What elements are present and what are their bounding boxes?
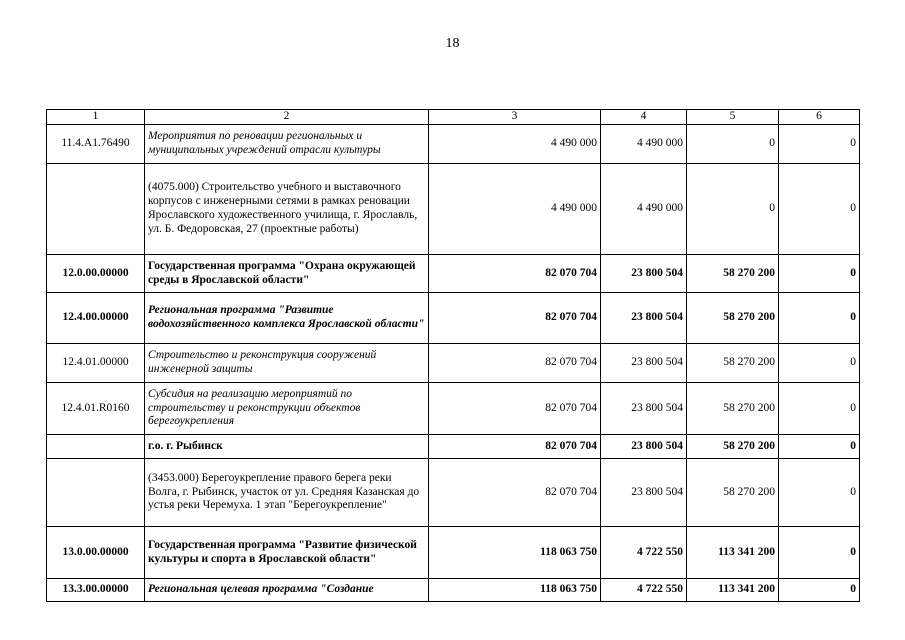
row-code: 13.3.00.00000 bbox=[47, 579, 145, 602]
column-header: 4 bbox=[601, 110, 687, 125]
row-code: 12.4.01.00000 bbox=[47, 344, 145, 383]
row-value: 23 800 504 bbox=[601, 344, 687, 383]
table-row bbox=[47, 459, 860, 527]
row-code: 11.4.A1.76490 bbox=[47, 125, 145, 164]
row-value: 4 490 000 bbox=[429, 164, 601, 255]
column-header: 5 bbox=[687, 110, 779, 125]
row-value: 118 063 750 bbox=[429, 527, 601, 579]
row-value: 23 800 504 bbox=[601, 255, 687, 293]
row-value: 23 800 504 bbox=[601, 293, 687, 344]
row-value: 0 bbox=[779, 255, 860, 293]
row-value: 58 270 200 bbox=[687, 459, 779, 527]
row-name: Строительство и реконструкция сооружений инженерной защиты bbox=[145, 344, 429, 383]
row-value: 58 270 200 bbox=[687, 344, 779, 383]
column-header: 6 bbox=[779, 110, 860, 125]
row-value: 58 270 200 bbox=[687, 383, 779, 435]
table-row bbox=[47, 344, 860, 383]
row-value: 23 800 504 bbox=[601, 383, 687, 435]
table-row bbox=[47, 293, 860, 344]
row-value: 0 bbox=[779, 435, 860, 459]
row-value: 58 270 200 bbox=[687, 435, 779, 459]
row-code: 12.0.00.00000 bbox=[47, 255, 145, 293]
row-code bbox=[47, 435, 145, 459]
table-row bbox=[47, 383, 860, 435]
table-row bbox=[47, 579, 860, 602]
table-header-row bbox=[47, 110, 860, 125]
row-value: 0 bbox=[779, 527, 860, 579]
row-code: 13.0.00.00000 bbox=[47, 527, 145, 579]
row-code bbox=[47, 164, 145, 255]
row-name: Региональная целевая программа "Создание bbox=[145, 579, 429, 602]
row-value: 82 070 704 bbox=[429, 344, 601, 383]
table-row bbox=[47, 527, 860, 579]
row-value: 4 490 000 bbox=[429, 125, 601, 164]
table-row bbox=[47, 435, 860, 459]
row-value: 23 800 504 bbox=[601, 459, 687, 527]
row-value: 82 070 704 bbox=[429, 459, 601, 527]
row-value: 0 bbox=[779, 293, 860, 344]
row-code: 12.4.00.00000 bbox=[47, 293, 145, 344]
row-value: 58 270 200 bbox=[687, 255, 779, 293]
row-name: Государственная программа "Развитие физической культуры и спорта в Ярославской области" bbox=[145, 527, 429, 579]
row-value: 113 341 200 bbox=[687, 527, 779, 579]
table-row bbox=[47, 255, 860, 293]
row-value: 118 063 750 bbox=[429, 579, 601, 602]
row-name: г.о. г. Рыбинск bbox=[145, 435, 429, 459]
column-header: 1 bbox=[47, 110, 145, 125]
row-value: 4 722 550 bbox=[601, 527, 687, 579]
page-number: 18 bbox=[445, 36, 460, 51]
row-value: 58 270 200 bbox=[687, 293, 779, 344]
row-value: 4 490 000 bbox=[601, 164, 687, 255]
row-value: 0 bbox=[779, 383, 860, 435]
row-value: 82 070 704 bbox=[429, 383, 601, 435]
budget-table bbox=[46, 109, 860, 602]
row-name: (3453.000) Берегоукрепление правого берега реки Волга, г. Рыбинск, участок от ул. Средняя Казанская до устья реки Черемуха. 1 этап "Берегоукрепление" bbox=[145, 459, 429, 527]
row-name: Государственная программа "Охрана окружающей среды в Ярославской области" bbox=[145, 255, 429, 293]
row-code bbox=[47, 459, 145, 527]
row-value: 0 bbox=[779, 344, 860, 383]
column-header: 2 bbox=[145, 110, 429, 125]
row-code: 12.4.01.R0160 bbox=[47, 383, 145, 435]
row-value: 0 bbox=[779, 579, 860, 602]
row-value: 113 341 200 bbox=[687, 579, 779, 602]
row-value: 0 bbox=[687, 125, 779, 164]
row-value: 4 490 000 bbox=[601, 125, 687, 164]
row-name: Региональная программа "Развитие водохозяйственного комплекса Ярославской области" bbox=[145, 293, 429, 344]
row-name: Субсидия на реализацию мероприятий по строительству и реконструкции объектов берегоукрепления bbox=[145, 383, 429, 435]
row-value: 4 722 550 bbox=[601, 579, 687, 602]
row-value: 0 bbox=[779, 459, 860, 527]
row-value: 82 070 704 bbox=[429, 293, 601, 344]
row-value: 82 070 704 bbox=[429, 255, 601, 293]
row-name: Мероприятия по реновации региональных и муниципальных учреждений отрасли культуры bbox=[145, 125, 429, 164]
row-value: 0 bbox=[779, 125, 860, 164]
row-value: 82 070 704 bbox=[429, 435, 601, 459]
row-value: 23 800 504 bbox=[601, 435, 687, 459]
row-value: 0 bbox=[779, 164, 860, 255]
table-row bbox=[47, 125, 860, 164]
row-name: (4075.000) Строительство учебного и выставочного корпусов с инженерными сетями в рамках реновации Ярославского художественного училища, г. Ярославль, ул. Б. Федоровская, 27 (проектные работы) bbox=[145, 164, 429, 255]
table-row bbox=[47, 164, 860, 255]
row-value: 0 bbox=[687, 164, 779, 255]
column-header: 3 bbox=[429, 110, 601, 125]
